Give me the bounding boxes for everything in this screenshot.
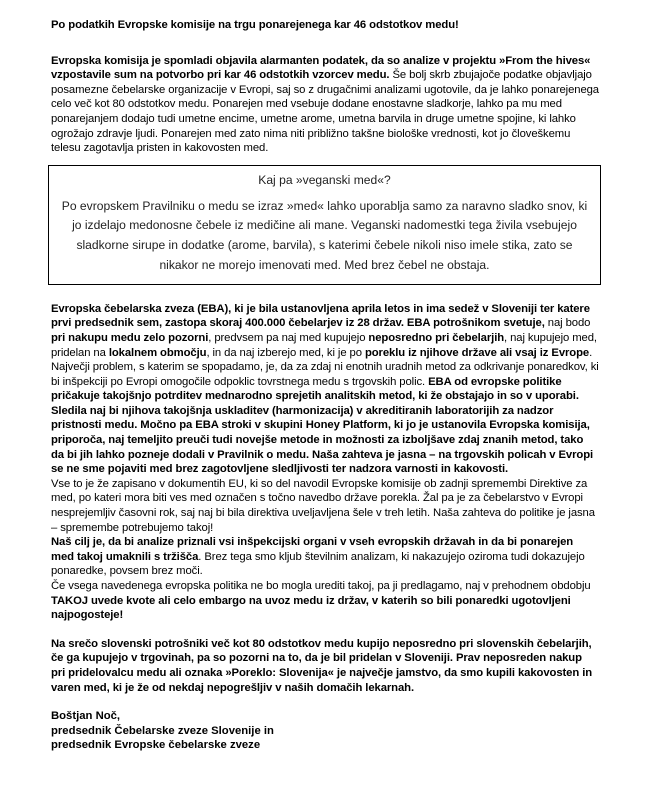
signature-role-1: predsednik Čebelarske zveze Slovenije in <box>51 724 274 737</box>
policy-bold: TAKOJ uvede kvote ali celo embargo na uvoz medu iz držav, v katerih so bili ponaredki ugotovljeni najpogosteje! <box>51 594 571 622</box>
eba-text-1: naj bodo <box>544 317 591 330</box>
box-body: Po evropskem Pravilniku o medu se izraz »med« lahko uporablja samo za naravno sladko snov, ki jo izdelajo medonosne čebele iz medičine ali mane. Veganski nadomestki tega živila vsebujejo sladkorne sirupe in dodatke (arome, barvila), s katerimi čebele nikoli niso imele stika, zato se nikakor ne morejo imenovati med. Med brez čebel ne obstaja. <box>61 198 588 272</box>
box-title: Kaj pa »veganski med«? <box>258 172 391 187</box>
eba-bold-2: pri nakupu medu zelo pozorni <box>51 331 209 344</box>
goal-text: . Brez tega smo kljub številnim analizam, ki nakazujejo oziroma tudi dokazujejo ponaredke, povsem brez moči. <box>51 550 585 578</box>
signature-role-2: predsednik Evropske čebelarske zveze <box>51 739 261 752</box>
policy-text: Če vsega navedenega evropska politika ne bo mogla urediti takoj, pa ji predlagamo, naj v prehodnem obdobju <box>51 580 591 593</box>
eba-bold-1: Evropska čebelarska zveza (EBA), ki je bila ustanovljena aprila letos in ima sedež v Sloveniji ter katere prvi predsednik sem, zastopa skoraj 400.000 čebelarjev iz 28 držav. EBA potrošnikom svetuje, <box>51 302 590 330</box>
eba-paragraph <box>51 302 599 360</box>
eba-text-2: , predvsem pa naj med kupujejo <box>208 331 369 344</box>
directive-paragraph: Vse to je že zapisano v dokumentih EU, ki so del navodil Evropske komisije ob zadnji spremembi Direktive za med, po kateri mora biti ves med označen s točno navedbo države porekla. Žal pa je za čebelarstvo v Evropi nesprejemljiv časovni rok, saj naj bi bila direktiva uveljavljena šele v treh letih. Naša zahteva do politike je jasna – spremembe potrebujemo takoj! <box>51 477 595 534</box>
intro-text: Še bolj skrb zbujajoče podatke objavljajo posamezne čebelarske organizacije v Evropi, saj so z drugačnimi analizami ugotovile, da je lahko ponarejenega celo več kot 80 odstotkov medu. Ponarejen med vsebuje dodane enostavne sladkorje, lahko pa mu med ponarejanjem dodajo tudi umetne encime, umetne arome, umetna barvila in druge umetne spojine, ki lahko ogrožajo zdravje ljudi. Ponarejen med zato nima niti približno takšne biološke vrednosti, kot jo človeškemu telesu zagotavlja pristen in kakovosten med. <box>51 69 599 155</box>
eba-text-5: . <box>589 346 593 359</box>
eba-bold-4: lokalnem območju <box>108 346 207 359</box>
problem-bold: EBA od evropske politike pričakuje takojšnjo potrditev mednarodno sprejetih analitskih metod, ki že obstajajo in so v uporabi. Sledila naj bi njihova takojšnja uskladitev (harmonizacija) v akreditiranih laboratorijih za nadzor pristnosti medu. Močno pa EBA stroki v skupini Honey Platform, ki jo je ustanovila Evropska komisija, priporoča, naj temeljito preuči tudi novejše metode in možnosti za izboljšave zdaj znanih metod, tako da bi jih lahko pozneje dodali v Pravilnik o medu. Naša zahteva je jasna – na trgovskih policah v Evropi se ne sme pojaviti med brez zagotovljene sledljivosti ter nadzora varnosti in kakovosti. <box>51 375 594 476</box>
headline <box>51 18 599 33</box>
signature-block <box>51 709 599 753</box>
problem-text: Največji problem, s katerim se spopadamo, je, da za zdaj ni enotnih uradnih metod za odkrivanje ponaredkov, ki bi inšpekciji po Evropi omogočile odpoklic tovrstnega medu s trgovskih polic. <box>51 361 599 388</box>
intro-bold: Evropska komisija je spomladi objavila alarmanten podatek, da so analize v projektu »From the hives« vzpostavile sum na potvorbo pri kar 46 odstotkih vzorcev medu. <box>51 54 591 82</box>
signature-name: Boštjan Noč, <box>51 710 121 723</box>
goal-paragraph <box>51 535 599 579</box>
headline-text: Po podatkih Evropske komisije na trgu ponarejenega kar 46 odstotkov medu! <box>51 19 459 31</box>
policy-paragraph <box>51 579 599 623</box>
eba-bold-5: poreklu iz njihove države ali vsaj iz Evrope <box>364 346 590 359</box>
eba-bold-3: neposredno pri čebelarjih <box>368 331 505 344</box>
problem-paragraph <box>51 360 599 477</box>
vegan-honey-box <box>48 165 601 285</box>
eba-text-3: , naj kupujejo med, pridelan na <box>51 331 597 359</box>
goal-bold: Naš cilj je, da bi analize priznali vsi inšpekcijski organi v vseh evropskih državah in da bi ponarejen med takoj umaknili s tržišča <box>51 536 574 563</box>
eba-text-4: , in da naj izberejo med, ki je po <box>206 346 365 359</box>
consumers-bold: Na srečo slovenski potrošniki več kot 80 odstotkov medu kupijo neposredno pri slovenskih čebelarjih, če ga kupujejo v trgovinah, pa so pozorni na to, da je bil pridelan v Sloveniji. Prav neposreden nakup pri pridelovalcu medu ali oznaka »Poreklo: Slovenija« je največje jamstvo, da smo kupili kakovosten in varen med, ki je že od nekdaj nepogrešljiv v naših domačih lekarnah. <box>51 637 593 694</box>
consumers-paragraph <box>51 637 599 695</box>
intro-paragraph <box>51 54 599 156</box>
